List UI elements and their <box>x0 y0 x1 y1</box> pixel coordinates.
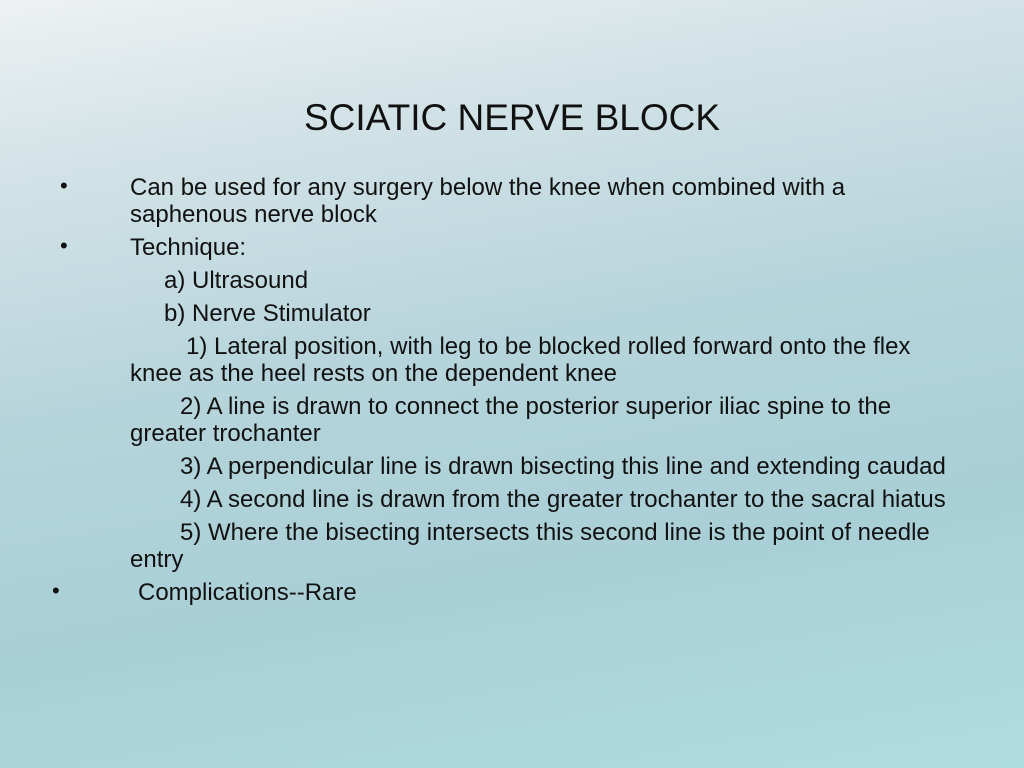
bullet-text: Can be used for any surgery below the knee when combined with a saphenous nerve block <box>130 174 846 228</box>
bullet-dot: • <box>60 233 68 258</box>
bullet-item-complications <box>52 578 960 606</box>
technique-option-nerve-stimulator: b) Nerve Stimulator <box>164 300 371 327</box>
bullet-text: Technique: <box>130 234 247 261</box>
slide-body <box>52 173 960 612</box>
step-1: 1) Lateral position, with leg to be blocked rolled forward onto the flex knee as the heel rests on the dependent knee <box>130 333 911 387</box>
step-4: 4) A second line is drawn from the greater trochanter to the sacral hiatus <box>180 486 946 513</box>
bullet-dot: • <box>52 578 60 603</box>
slide-title: SCIATIC NERVE BLOCK <box>303 97 720 138</box>
step-3: 3) A perpendicular line is drawn bisecting this line and extending caudad <box>180 453 946 480</box>
step-5: 5) Where the bisecting intersects this second line is the point of needle entry <box>130 519 930 573</box>
bullet-dot: • <box>60 173 68 198</box>
bullet-text: Complications--Rare <box>138 579 357 606</box>
bullet-item-indication <box>60 173 960 228</box>
technique-option-ultrasound: a) Ultrasound <box>164 267 309 294</box>
step-2: 2) A line is drawn to connect the posterior superior iliac spine to the greater trochanter <box>130 393 892 447</box>
bullet-item-technique <box>60 233 960 261</box>
